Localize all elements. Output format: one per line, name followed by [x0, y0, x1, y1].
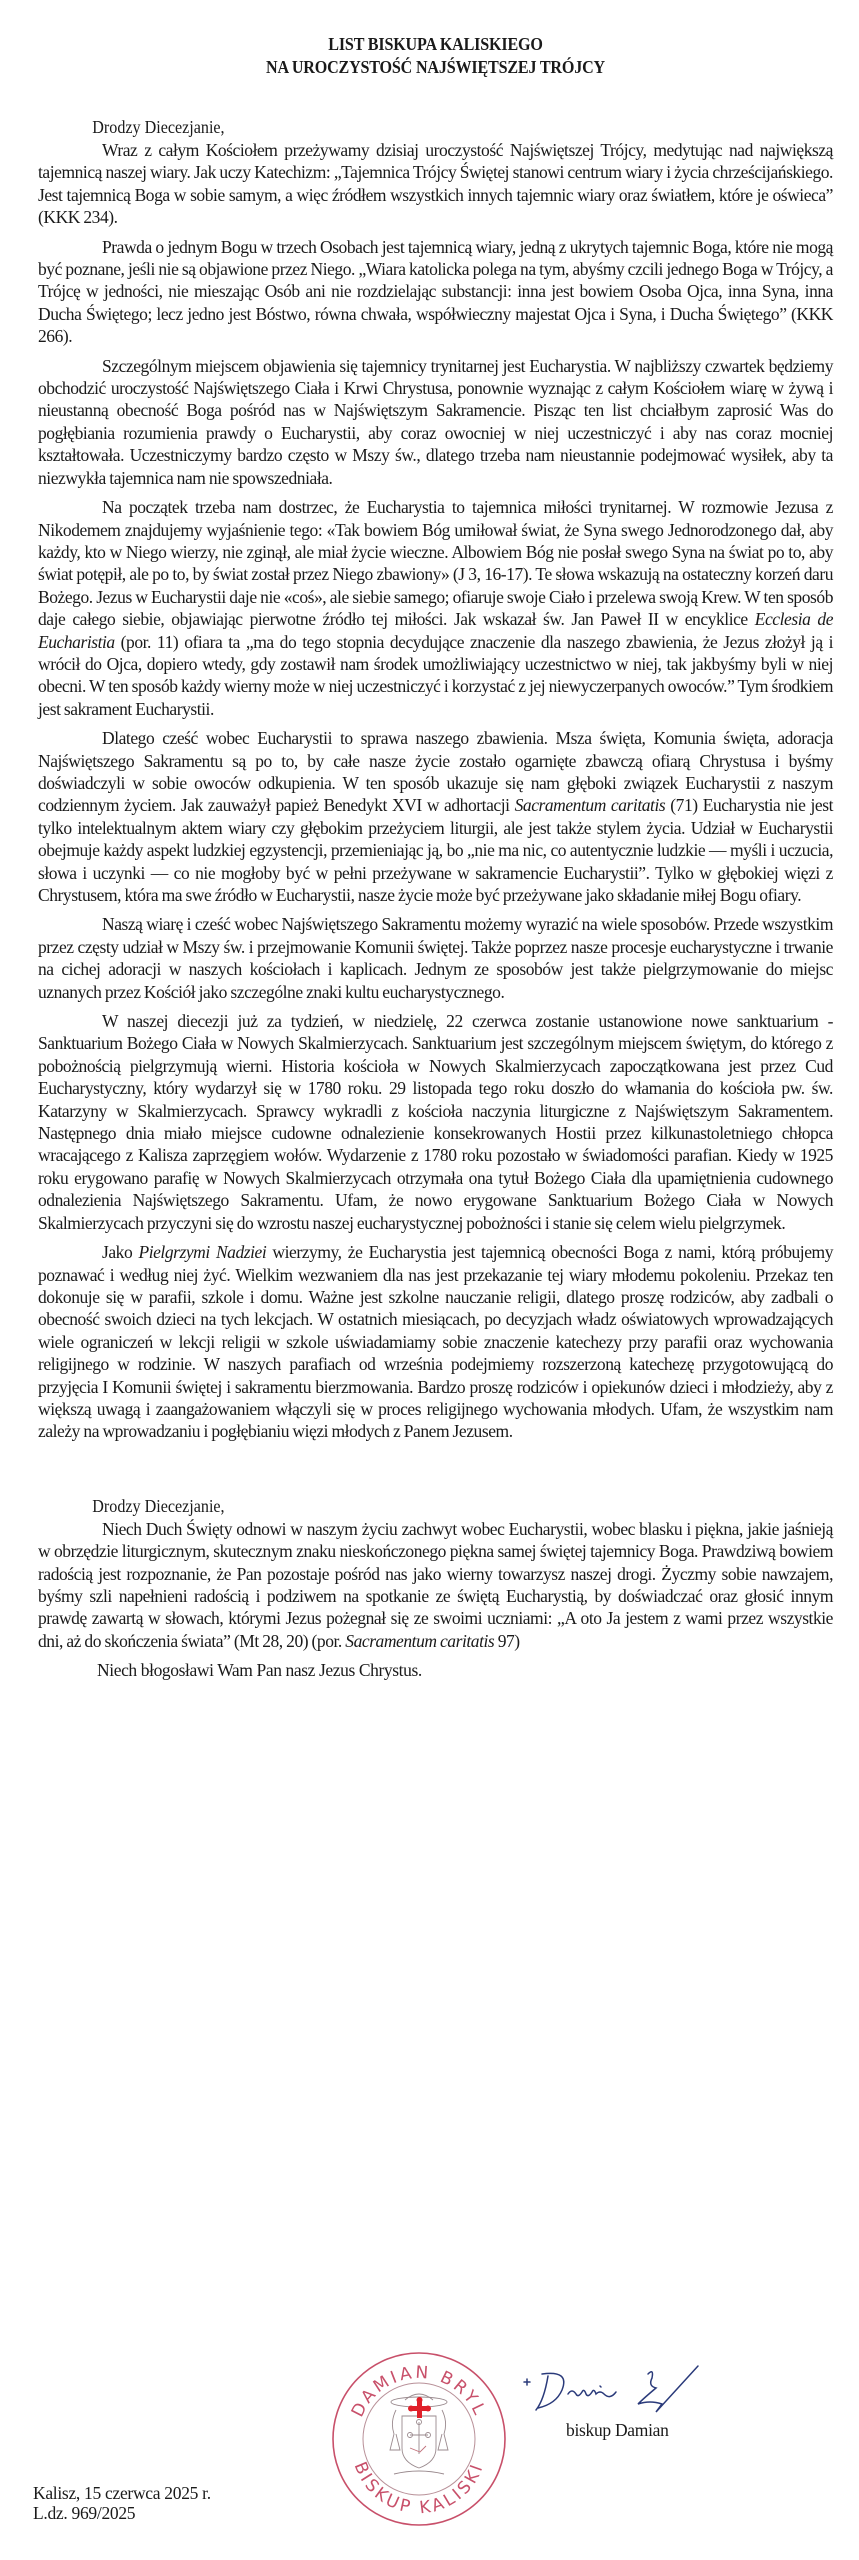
paragraph-text: Niech Duch Święty odnowi w naszym życiu zachwyt wobec Eucharystii, wobec blasku i piękna, jakie jaśnieją w obrzędzie liturgicznym, skutecznym znaku nieskończonego piękna samej świętej tajemnicy Boga. Prawdziwą bowiem radością jest rozpoznanie, że Pan pozostaje pośród nas jako wierny towarzysz naszej drogi. Życzmy sobie nawzajem, byśmy szli napełnieni radością i podziwem na spotkanie ze świętą Eucharystią, by doświadczać oraz głosić innym prawdę zawartą w słowach, którymi Jezus pożegnał się ze swoimi uczniami: „A oto Ja jestem z wami przez wszystkie dni, aż do skończenia świata” (Mt 28, 20) (por. [38, 1518, 833, 1651]
paragraph-text: wierzymy, że Eucharystia jest tajemnicą obecności Boga z nami, którą próbujemy poznawać i według niej żyć. Wielkim wezwaniem dla nas jest przekazanie tej wiary młodemu pokoleniu. Przekaz ten dokonuje się w parafii, szkole i domu. Ważne jest szkolne nauczanie religii, dlatego proszę rodziców, aby zadbali o obecność swoich dzieci na tych lekcjach. W ostatnich miesiącach, po decyzjach władz oświatowych wprowadzających wiele ograniczeń w lekcji religii w szkole uświadamiamy sobie znaczenie katechezy przy parafii oraz wychowania religijnego w rodzinie. W naszych parafiach od września podejmiemy rozszerzoną katechezę przygotowującą do przyjęcia I Komunii świętej i sakramentu bierzmowania. Bardzo proszę rodziców i opiekunów dzieci i młodzieży, aby z większą uwagą i zaangażowaniem włączyli się w proces religijnego wychowania młodych. Ufam, że wszystkim nam zależy na wprowadzaniu i pogłębianiu więzi młodych z Panem Jezusem. [38, 1242, 833, 1442]
body-paragraph [38, 139, 833, 229]
blessing: Niech błogosławi Wam Pan nasz Jezus Chrystus. [97, 1660, 422, 1681]
body-paragraph [38, 1010, 833, 1234]
paragraph-text: W naszej diecezji już za tydzień, w niedzielę, 22 czerwca zostanie ustanowione nowe sanktuarium - Sanktuarium Bożego Ciała w Nowych Skalmierzycach. Sanktuarium jest szczególnym miejscem świętym, do którego z pobożnością pielgrzymują wierni. Historia kościoła w Nowych Skalmierzycach zapoczątkowana jest przez Cud Eucharystyczny, który wydarzył się w 1780 roku. 29 listopada tego roku doszło do włamania do kościoła pw. św. Katarzyny w Skalmierzycach. Sprawcy wykradli z kościoła naczynia liturgiczne z Najświętszym Sakramentem. Następnego dnia miało miejsce cudowne odnalezienie konsekrowanych Hostii przez kilkunastoletniego chłopca wracającego z Kalisza zaprzęgiem wołów. Wydarzenie z 1780 roku pozostało w świadomości parafian. Kiedy w 1925 roku erygowano parafię w Nowych Skalmierzycach otrzymała ona tytuł Bożego Ciała dla upamiętnienia cudownego odnalezienia Najświętszego Sakramentu. Ufam, że nowo erygowane Sanktuarium Bożego Ciała w Nowych Skalmierzycach przyczyni się do wzrostu naszej eucharystycznej pobożności i stanie się celem wielu pielgrzymek. [38, 1011, 833, 1233]
reference-number: L.dz. 969/2025 [33, 2503, 136, 2523]
italic-title: Pielgrzymi Nadziei [138, 1242, 267, 1263]
letter-body [38, 139, 833, 1443]
greeting: Drodzy Diecezjanie, [92, 117, 225, 137]
paragraph-text: Dlatego cześć wobec Eucharystii to sprawa naszego zbawienia. Msza święta, Komunia święta, adoracja Najświętszego Sakramentu są po to, by całe nasze życie zostało ogarnięte zbawczą ofiarą Chrystusa i byśmy doświadczyli w sobie owoców odkupienia. W ten sposób ukazuje się nam głęboki związek Eucharystii z naszym codziennym życiem. Jak zauważył papież Benedykt XVI w adhortacji [38, 728, 833, 816]
letter-title-line1: LIST BISKUPA KALISKIEGO [328, 34, 543, 54]
closing-paragraph [38, 1518, 833, 1652]
italic-title: Ecclesia de Eucharistia [38, 609, 834, 652]
paragraph-text: 97) [494, 1630, 520, 1651]
closing-block [38, 1495, 833, 1682]
handwritten-signature [520, 2360, 720, 2420]
place-date-block [33, 2483, 211, 2523]
stamp-text-top: DAMIAN BRYL [347, 2362, 491, 2421]
body-paragraph [38, 913, 833, 1003]
body-paragraph [38, 355, 833, 489]
paragraph-text: Wraz z całym Kościołem przeżywamy dzisiaj uroczystość Najświętszej Trójcy, medytując nad największą tajemnicą naszej wiary. Jak uczy Katechizm: „Tajemnica Trójcy Świętej stanowi centrum wiary i życia chrześcijańskiego. Jest tajemnicą Boga w sobie samym, a więc źródłem wszystkich innych tajemnic wiary oraz światłem, które je oświeca” (KKK 234). [38, 140, 833, 228]
stamp-text-bottom: BISKUP KALISKI [349, 2459, 489, 2519]
paragraph-text: (por. 11) ofiara ta „ma do tego stopnia decydujące znaczenie dla naszego zbawienia, że Jezus złożył ją i wrócił do Ojca, dopiero wtedy, gdy zostawił nam środek umożliwiający uczestnictwo w niej, tak jakbyśmy byli w niej obecni. W ten sposób każdy wierny może w niej uczestniczyć i korzystać z jej niewyczerpanych owoców.” Tym środkiem jest sakrament Eucharystii. [38, 631, 833, 719]
paragraph-text: Prawda o jednym Bogu w trzech Osobach jest tajemnicą wiary, jedną z ukrytych tajemnic Boga, które nie mogą być poznane, jeśli nie są objawione przez Niego. „Wiara katolicka polega na tym, abyśmy czcili jednego Boga w Trójcy, a Trójcę w jedności, nie mieszając Osób ani nie rozdzielając substancji: inna jest bowiem Osoba Ojca, inna Syna, inna Ducha Świętego; lecz jedno jest Bóstwo, równa chwała, współwieczny majestat Ojca i Syna, i Ducha Świętego” (KKK 266). [38, 236, 833, 347]
body-paragraph [38, 236, 833, 348]
paragraph-text: (71) Eucharystia nie jest tylko intelektualnym aktem wiary czy głębokim przeżyciem liturgii, ale jest także stylem życia. Udział w Eucharystii obejmuje każdy aspekt ludzkiej egzystencji, przemieniając ją, bo „nie ma nic, co autentycznie ludzkie — myśli i uczucia, słowa i uczynki — co nie mogłoby być w pełni przeżywane w sakramencie Eucharystii”. Tylko w głębokiej więzi z Chrystusem, która ma swe źródło w Eucharystii, nasze życie może być przeżywane jako składanie miłej Bogu ofiary. [38, 795, 834, 905]
letter-title-line2: NA UROCZYSTOŚĆ NAJŚWIĘTSZEJ TRÓJCY [266, 57, 605, 77]
paragraph-text: Naszą wiarę i cześć wobec Najświętszego Sakramentu możemy wyrazić na wiele sposobów. Przede wszystkim przez częsty udział w Mszy św. i przejmowanie Komunii świętej. Także poprzez nasze procesje eucharystyczne i trwanie na cichej adoracji w naszych kościołach i kaplicach. Jednym ze sposobów jest także pielgrzymowanie do miejsc uznanych przez Kościół jako szczególne znaki kultu eucharystycznego. [38, 914, 833, 1002]
italic-title: Sacramentum caritatis [345, 1630, 495, 1651]
body-paragraph [38, 727, 833, 906]
paragraph-text: Szczególnym miejscem objawienia się tajemnicy trynitarnej jest Eucharystia. W najbliższy czwartek będziemy obchodzić uroczystość Najświętszego Ciała i Krwi Chrystusa, ponownie wyznając z całym Kościołem wiarę w żywą i nieustanną obecność Boga pośród nas w Najświętszym Sakramencie. Pisząc ten list chciałbym zaprosić Was do pogłębiania rozumienia prawdy o Eucharystii, aby coraz owocniej w niej uczestniczyć i aby nas coraz mocniej kształtowała. Uczestniczymy bardzo często w Mszy św., dlatego trzeba nam nieustannie podejmować wysiłek, aby ta niezwykła tajemnica nam nie spowszedniała. [38, 355, 833, 488]
place-date: Kalisz, 15 czerwca 2025 r. [33, 2483, 211, 2503]
signer-name: biskup Damian [566, 2420, 669, 2440]
episcopal-stamp [330, 2350, 508, 2528]
body-paragraph [38, 1241, 833, 1443]
body-paragraph [38, 496, 833, 720]
red-cross-icon [408, 2397, 431, 2418]
italic-title: Sacramentum caritatis [514, 795, 666, 816]
paragraph-text: Na początek trzeba nam dostrzec, że Eucharystia to tajemnica miłości trynitarnej. W rozmowie Jezusa z Nikodemem znajdujemy wyjaśnienie tego: «Tak bowiem Bóg umiłował świat, że Syna swego Jednorodzonego dał, aby każdy, kto w Niego wierzy, nie zginął, ale miał życie wieczne. Albowiem Bóg nie posłał swego Syna na świat po to, aby świat potępił, ale po to, by świat został przez Niego zbawiony» (J 3, 16-17). Te słowa wskazują na ostateczny korzeń daru Bożego. Jezus w Eucharystii daje nie «coś», ale siebie samego; ofiaruje swoje Ciało i przelewa swoją Krew. W ten sposób daje całego siebie, objawiając pierwotne źródło tej miłości. Jak wskazał św. Jan Paweł II w encyklice [38, 497, 833, 630]
closing-greeting: Drodzy Diecezjanie, [92, 1495, 225, 1516]
letter-page [38, 0, 833, 1682]
paragraph-text: Jako [102, 1242, 139, 1263]
